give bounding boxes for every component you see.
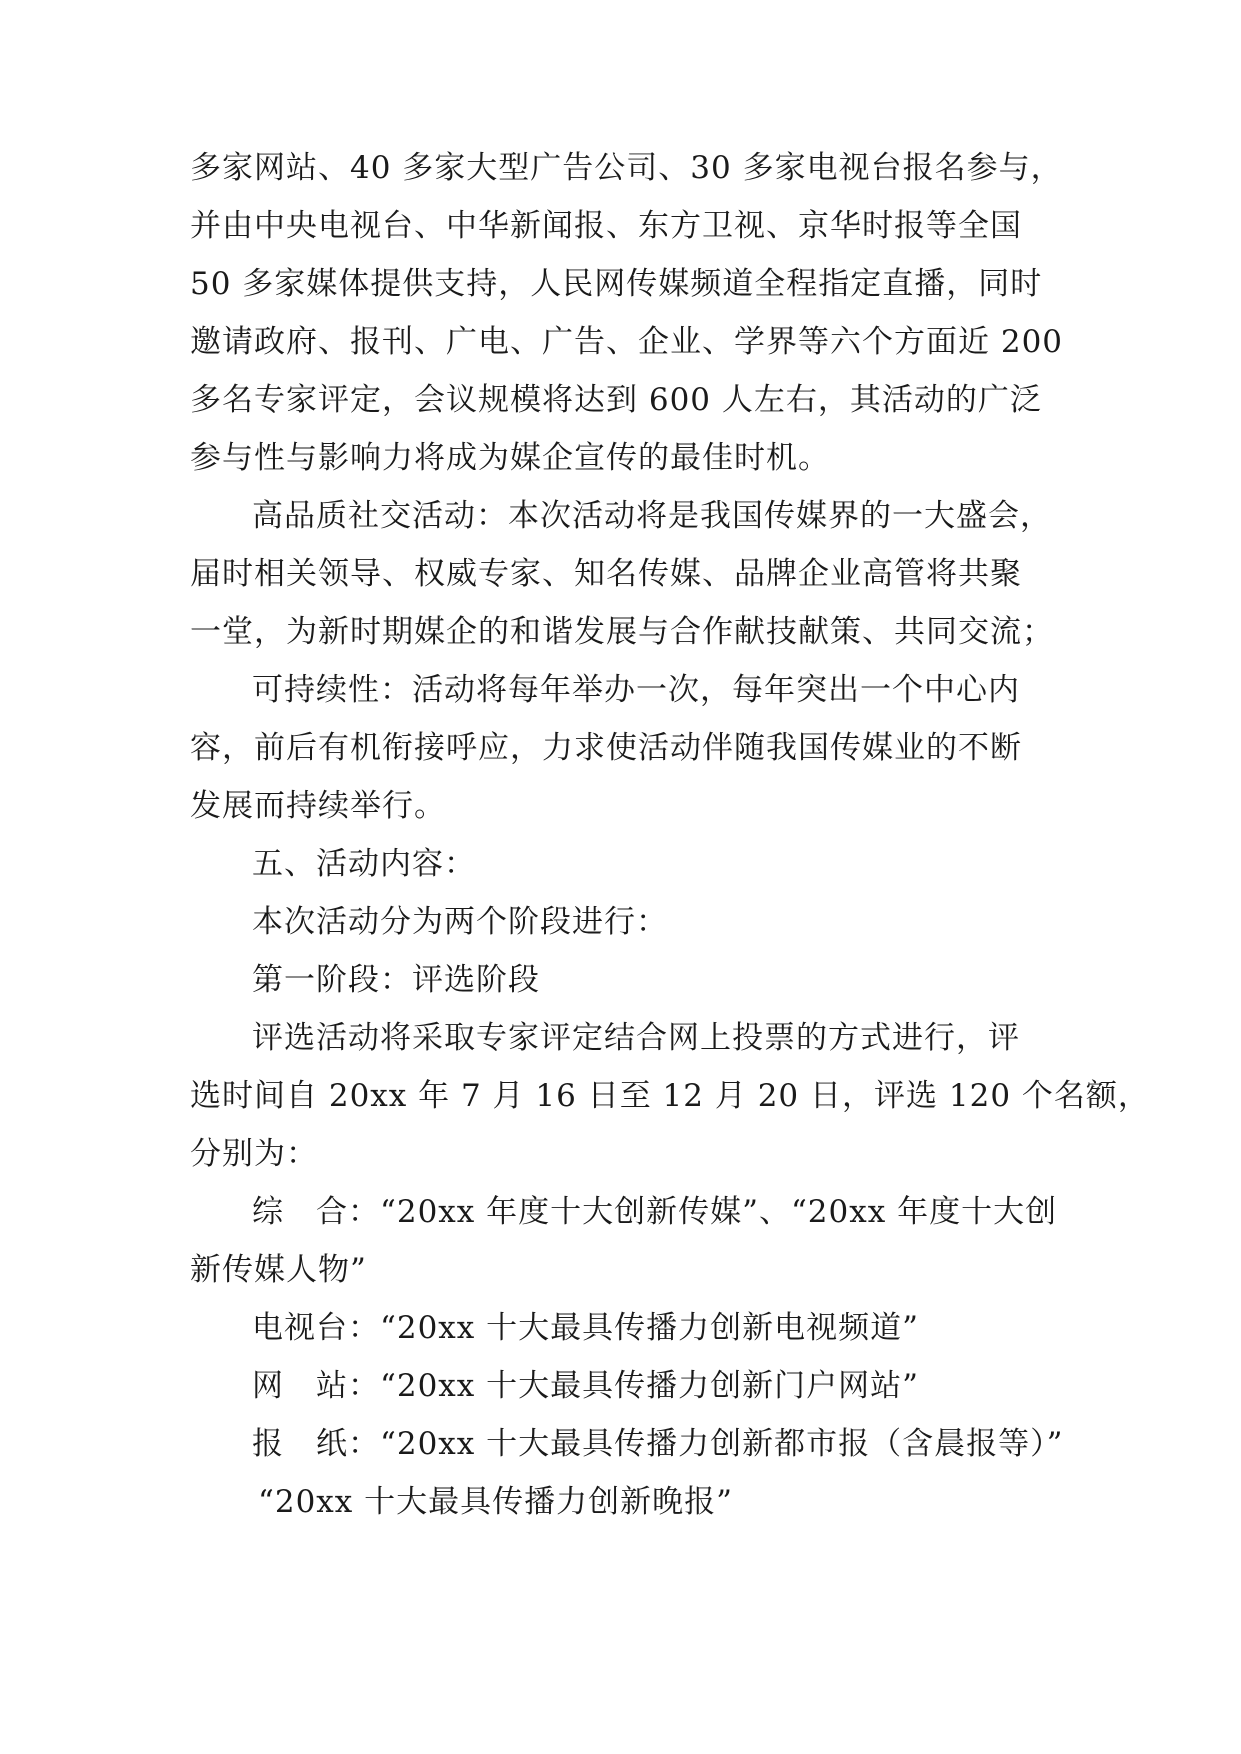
paragraph-line: 评选活动将采取专家评定结合网上投票的方式进行，评 [252,1020,1020,1056]
paragraph-line: 容，前后有机衔接呼应，力求使活动伴随我国传媒业的不断 [190,730,1022,766]
paragraph-line: 高品质社交活动：本次活动将是我国传媒界的一大盛会， [252,498,1052,534]
paragraph-line: 一堂，为新时期媒企的和谐发展与合作献技献策、共同交流； [190,614,1054,650]
award-line: 报 纸：“20xx 十大最具传播力创新都市报（含晨报等）” [252,1426,1064,1462]
paragraph-line: 选时间自 20xx 年 7 月 16 日至 12 月 20 日，评选 120 个名额， [190,1078,1150,1114]
award-line: 电视台：“20xx 十大最具传播力创新电视频道” [252,1310,919,1346]
award-line: 综 合：“20xx 年度十大创新传媒”、“20xx 年度十大创 [252,1194,1058,1230]
paragraph-line: 可持续性：活动将每年举办一次，每年突出一个中心内 [252,672,1020,708]
paragraph-line: 本次活动分为两个阶段进行： [252,904,668,940]
paragraph-line: 届时相关领导、权威专家、知名传媒、品牌企业高管将共聚 [190,556,1022,592]
paragraph-line: 发展而持续举行。 [190,788,446,824]
award-line: 网 站：“20xx 十大最具传播力创新门户网站” [252,1368,919,1404]
award-line: 新传媒人物” [190,1252,367,1288]
section-heading: 五、活动内容： [252,846,476,882]
award-line: “20xx 十大最具传播力创新晚报” [258,1484,733,1520]
paragraph-line: 50 多家媒体提供支持，人民网传媒频道全程指定直播，同时 [190,266,1043,302]
paragraph-line: 参与性与影响力将成为媒企宣传的最佳时机。 [190,440,830,476]
paragraph-line: 邀请政府、报刊、广电、广告、企业、学界等六个方面近 200 [190,324,1064,360]
subheading: 第一阶段：评选阶段 [252,962,540,998]
paragraph-line: 多家网站、40 多家大型广告公司、30 多家电视台报名参与， [190,150,1063,186]
paragraph-line: 分别为： [190,1136,318,1172]
paragraph-line: 并由中央电视台、中华新闻报、东方卫视、京华时报等全国 [190,208,1022,244]
paragraph-line: 多名专家评定，会议规模将达到 600 人左右，其活动的广泛 [190,382,1042,418]
